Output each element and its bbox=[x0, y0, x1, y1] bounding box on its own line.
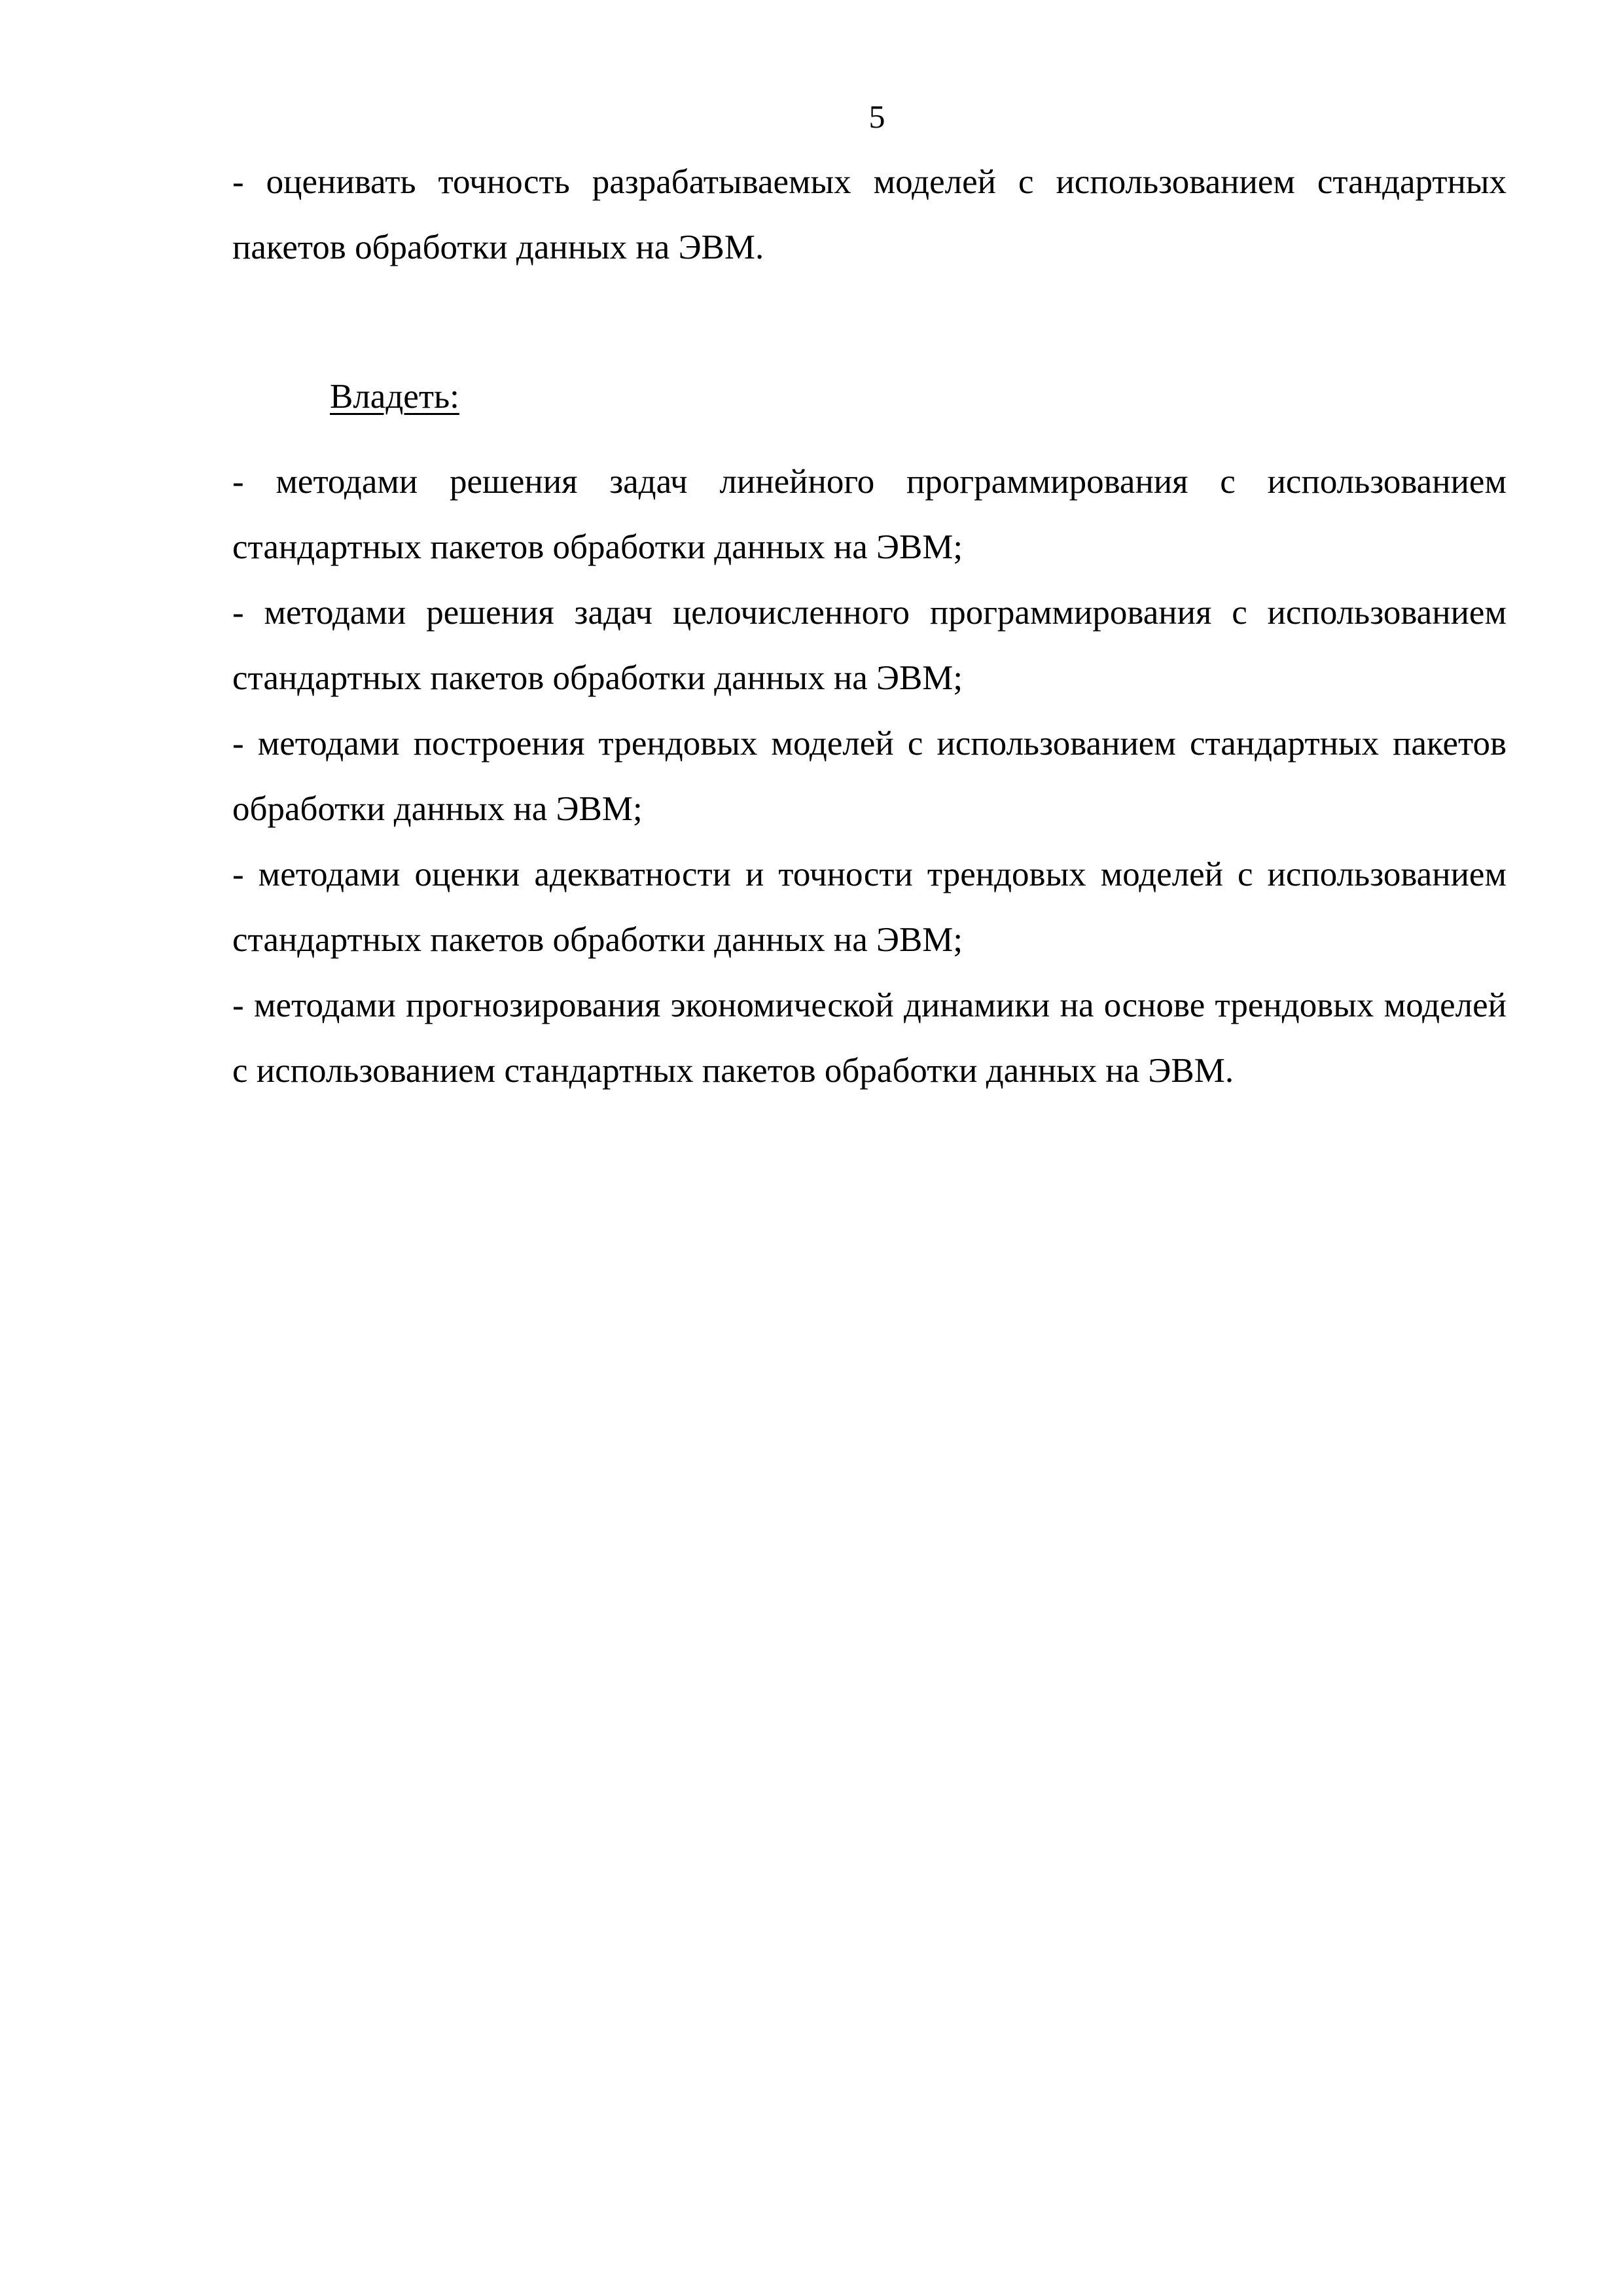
list-item: - методами решения задач целочисленного программирования с использованием стандартных пакетов обработки данных на ЭВМ; bbox=[232, 594, 1507, 697]
page-number: 5 bbox=[868, 98, 885, 135]
intro-list-item: - оценивать точность разрабатываемых моделей с использованием стандартных пакетов обработки данных на ЭВМ. bbox=[232, 163, 1507, 266]
list-item: - методами построения трендовых моделей с использованием стандартных пакетов обработки данных на ЭВМ; bbox=[232, 725, 1507, 828]
skills-list bbox=[232, 449, 1507, 1103]
document-body bbox=[232, 149, 1507, 1103]
list-item: - методами решения задач линейного программирования с использованием стандартных пакетов обработки данных на ЭВМ; bbox=[232, 463, 1507, 566]
list-item: - методами прогнозирования экономической динамики на основе трендовых моделей с использованием стандартных пакетов обработки данных на ЭВМ. bbox=[232, 986, 1507, 1090]
list-item: - методами оценки адекватности и точности трендовых моделей с использованием стандартных пакетов обработки данных на ЭВМ; bbox=[232, 855, 1507, 959]
section-heading-vladet: Владеть: bbox=[330, 378, 459, 416]
